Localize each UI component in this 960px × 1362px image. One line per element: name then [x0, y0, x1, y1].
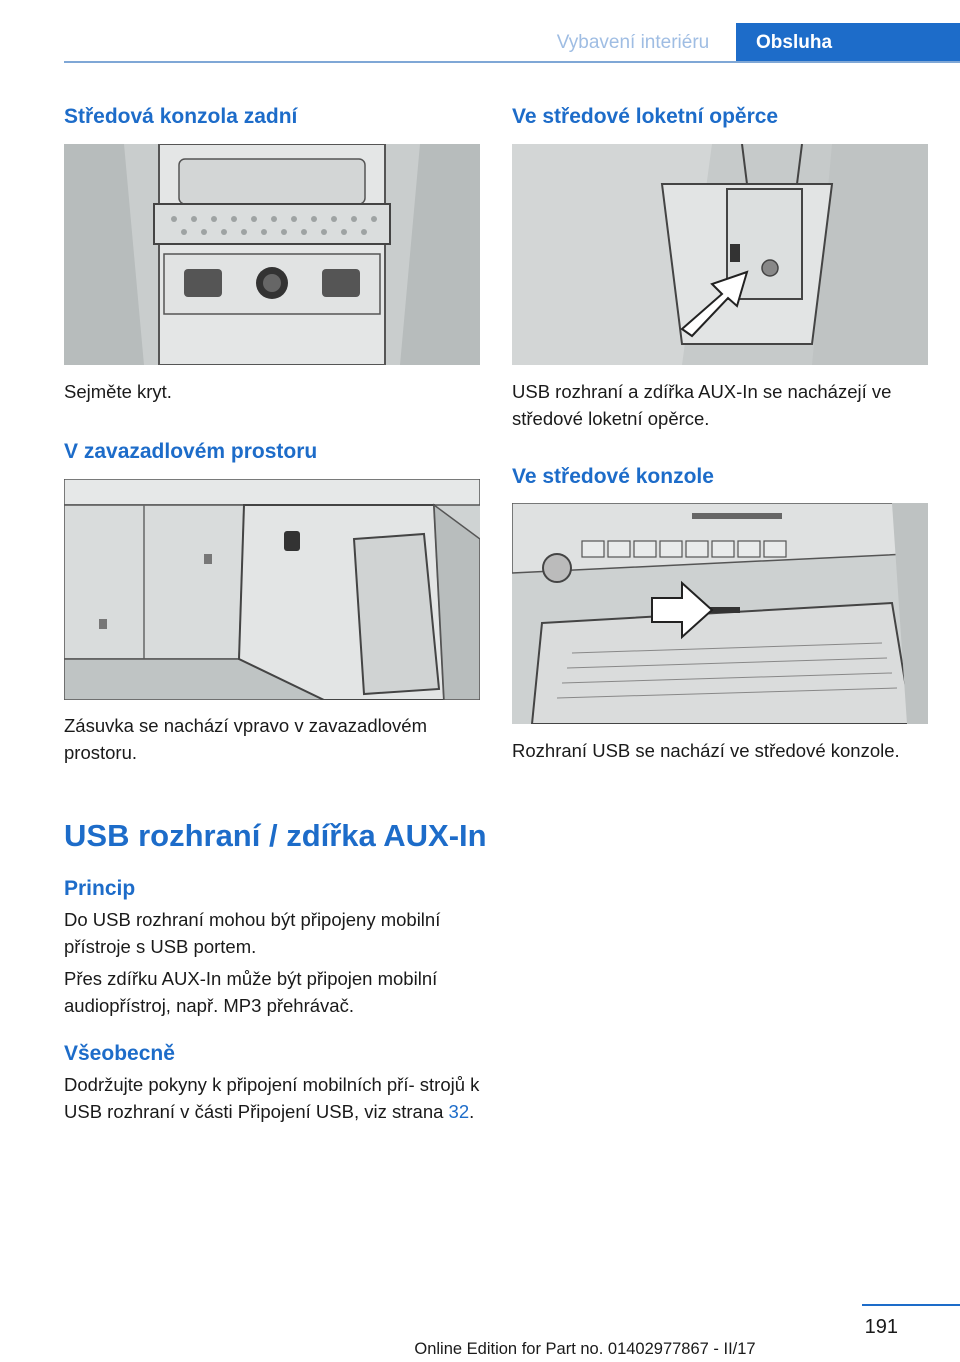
- luggage-illustration: [64, 479, 480, 700]
- figure-armrest: [512, 144, 928, 365]
- caption-luggage: Zásuvka se nachází vpravo v zavazadlovém prostoru.: [64, 715, 427, 763]
- footer-rule: [862, 1304, 960, 1306]
- armrest-illustration: [512, 144, 928, 365]
- header-chapter-tab: Obsluha: [736, 23, 960, 62]
- rear-console-illustration: [64, 144, 480, 365]
- figure-rear-console: [64, 144, 480, 365]
- paragraph-general-text: Dodržujte pokyny k připojení mobilních pří‐ strojů k USB rozhraní v části Připojení USB, viz strana: [64, 1074, 480, 1122]
- caption-armrest: USB rozhraní a zdířka AUX-In se nacházejí ve středové loketní opěrce.: [512, 381, 892, 429]
- header-rule: [64, 61, 960, 63]
- edition-note: Online Edition for Part no. 01402977867 - II/17: [414, 1340, 756, 1358]
- heading-armrest: Ve středové loketní opěrce: [512, 105, 779, 128]
- page-reference-link[interactable]: 32: [448, 1101, 470, 1122]
- figure-luggage: [64, 479, 480, 700]
- page-number: 191: [864, 1316, 898, 1338]
- heading-principle: Princip: [64, 877, 136, 900]
- caption-center-console: Rozhraní USB se nachází ve středové konzole.: [512, 740, 900, 761]
- section-title-usb: USB rozhraní / zdířka AUX-In: [64, 818, 487, 853]
- paragraph-general-end: .: [469, 1101, 475, 1122]
- paragraph-principle-2: Přes zdířku AUX-In může být připojen mobilní audiopřístroj, např. MP3 přehrávač.: [64, 968, 438, 1016]
- center-console-illustration: [512, 503, 928, 724]
- heading-center-console: Ve středové konzole: [512, 465, 714, 488]
- paragraph-principle-1: Do USB rozhraní mohou být připojeny mobilní přístroje s USB portem.: [64, 909, 441, 957]
- heading-luggage: V zavazadlovém prostoru: [64, 440, 318, 463]
- paragraph-general: [64, 1071, 480, 1125]
- heading-rear-console: Středová konzola zadní: [64, 105, 298, 128]
- figure-center-console: [512, 503, 928, 724]
- heading-general: Všeobecně: [64, 1042, 175, 1065]
- caption-rear-console: Sejměte kryt.: [64, 381, 172, 402]
- header-section-tab: Vybavení interiéru: [556, 32, 710, 53]
